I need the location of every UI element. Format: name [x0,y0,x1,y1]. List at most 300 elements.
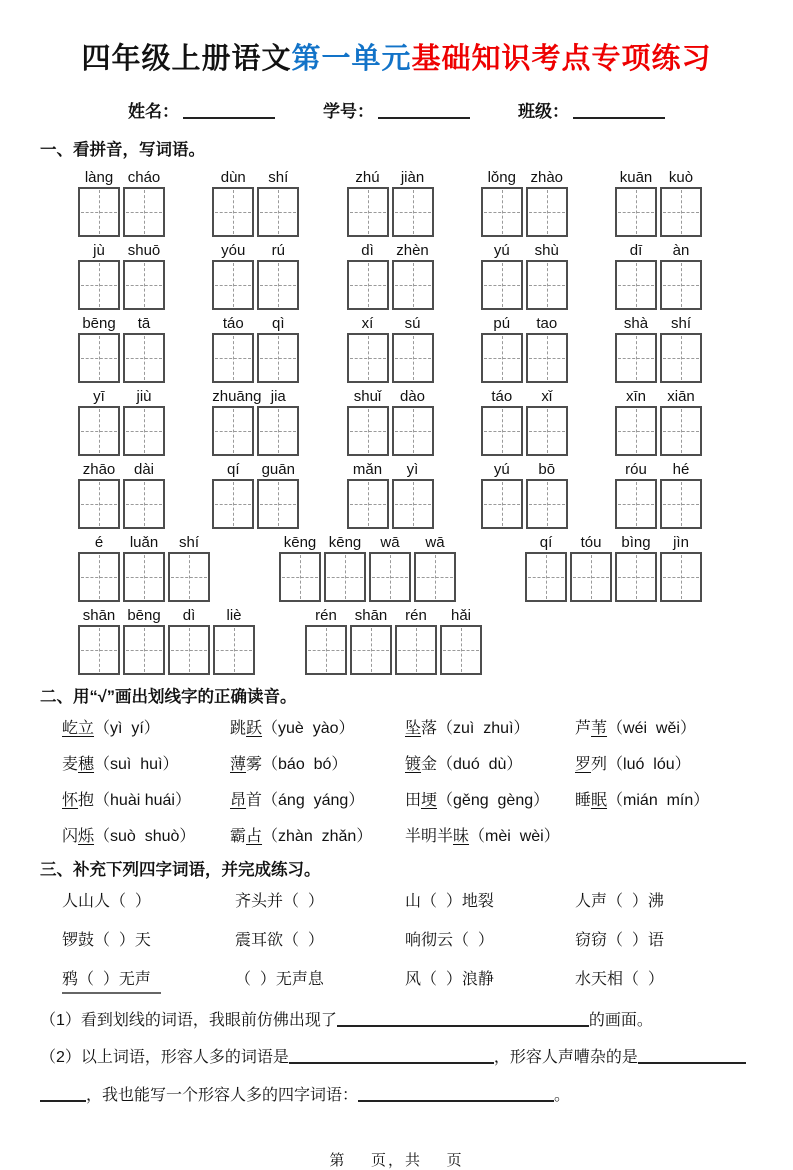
pinyin-box-cell [257,168,299,237]
pinyin-label: hé [672,461,690,478]
pinyin-box-cell [324,533,366,602]
underlined-char: 穗 [78,756,95,773]
pinyin-label: xīn [625,388,646,405]
pinyin-box-cell [212,314,254,383]
writing-grid-box [660,479,702,529]
pinyin-word-group [615,168,702,237]
underlined-char: 罗 [575,756,592,773]
title-part-unit: 第一单元 [291,43,412,75]
pinyin-label: dī [629,242,643,259]
pinyin-box-cell [615,241,657,310]
pinyin-label: qì [271,315,285,332]
pinyin-box-cell [347,460,389,529]
pronunciation-item [62,715,230,738]
pinyin-label: jù [93,242,105,259]
writing-grid-box [78,552,120,602]
writing-grid-box [347,479,389,529]
pinyin-box-cell [347,314,389,383]
pinyin-options: （suì huì） [94,756,179,773]
pinyin-box-cell [347,387,389,456]
pinyin-label: bēng [82,315,116,332]
pinyin-label: shuǐ [353,388,382,405]
pinyin-box-cell [78,314,120,383]
pronunciation-item [575,715,753,738]
pinyin-label: zhú [355,169,380,186]
writing-grid-box [123,552,165,602]
writing-grid-box [392,260,434,310]
pronunciation-item [230,715,405,738]
underlined-char: 烁 [78,828,95,845]
pinyin-options: （mián mín） [607,792,710,809]
pinyin-label: dì [182,607,196,624]
pinyin-label: xǐ [541,388,553,405]
name-blank [183,103,275,119]
pinyin-label: shà [623,315,649,332]
word-plain: 闪 [62,828,79,845]
writing-grid-box [615,552,657,602]
pinyin-box-cell [213,606,255,675]
pinyin-box-cell [440,606,482,675]
pinyin-label: shù [534,242,559,259]
pinyin-word-group [347,314,434,383]
writing-grid-box [347,260,389,310]
pinyin-label: kuān [619,169,653,186]
writing-grid-box [660,406,702,456]
pinyin-label: cháo [127,169,161,186]
writing-grid-box [123,406,165,456]
writing-grid-box [481,260,523,310]
pinyin-box-cell [660,168,702,237]
pinyin-label: kēng [283,534,317,551]
writing-grid-box [526,260,568,310]
pinyin-row [78,387,702,456]
word-plain: 列 [591,756,608,773]
pinyin-label: mǎn [352,461,383,478]
pinyin-label: zhāo [82,461,116,478]
idiom-item: 响彻云（ ） [405,932,494,949]
writing-grid-box [123,333,165,383]
pinyin-box-cell [615,314,657,383]
underlined-char: 埂 [421,792,438,809]
pinyin-box-cell [481,387,523,456]
pinyin-label: róu [625,461,647,478]
pinyin-label: luǎn [129,534,159,551]
writing-grid-box [78,187,120,237]
writing-grid-box [660,333,702,383]
pinyin-label: bìng [621,534,651,551]
pinyin-label: jia [270,388,286,405]
pinyin-word-group [481,314,568,383]
pinyin-box-cell [305,606,347,675]
pinyin-word-group [78,460,165,529]
word-plain: 金 [421,756,438,773]
pinyin-options: （gěng gèng） [437,792,550,809]
pinyin-word-group [78,606,255,675]
pinyin-box-cell [615,460,657,529]
pronunciation-item [230,751,405,774]
idiom-item: 人声（ ）沸 [575,893,664,910]
pinyin-label: sú [404,315,421,332]
pinyin-label: yì [406,461,419,478]
pinyin-box-cell [392,168,434,237]
pinyin-word-group [78,168,165,237]
pinyin-label: xí [361,315,374,332]
writing-grid-box [526,406,568,456]
writing-grid-box [257,406,299,456]
title-part-grade: 四年级上册语文 [81,43,292,75]
writing-grid-box [660,552,702,602]
section-three-heading: 三、补充下列四字词语，并完成练习。 [40,861,321,879]
pinyin-box-cell [526,387,568,456]
pinyin-label: dì [361,242,374,259]
question-2-continued-text: ，我也能写一个形容人多的四字词语： [86,1086,359,1104]
pinyin-label: qí [539,534,553,551]
pinyin-box-cell [212,241,254,310]
pinyin-word-group [347,460,434,529]
pinyin-word-group [481,460,568,529]
word-plain: 麦 [62,756,79,773]
fill-blank [40,1086,86,1102]
pinyin-box-cell [78,241,120,310]
class-label: 班级： [518,102,569,121]
pinyin-label: rú [271,242,285,259]
pinyin-label: shān [354,607,388,624]
idiom-item: （ ）无声息 [235,971,324,988]
word-plain: 霸 [230,828,247,845]
pinyin-word-group [212,168,299,237]
pronunciation-item [575,751,753,774]
pinyin-word-group [78,314,165,383]
writing-grid-box [78,406,120,456]
pinyin-label: dài [133,461,155,478]
underlined-char: 昂 [230,792,247,809]
idiom-item: 山（ ）地裂 [405,893,494,910]
pinyin-row [78,314,702,383]
pinyin-options: （huài huái） [94,792,191,809]
writing-grid-box [347,406,389,456]
writing-grid-box [212,260,254,310]
question-2-number: （2） [40,1049,81,1067]
pinyin-row [78,241,702,310]
pinyin-label: zhèn [396,242,429,259]
student-id-blank [378,103,470,119]
student-id-field [323,97,470,122]
pinyin-box-cell [525,533,567,602]
student-id-label: 学号： [323,102,374,121]
pinyin-box-cell [212,168,254,237]
writing-grid-box [347,187,389,237]
writing-grid-box [615,187,657,237]
writing-grid-box [123,479,165,529]
pinyin-options: （zhàn zhǎn） [262,828,373,845]
pinyin-box-cell [168,606,210,675]
writing-grid-box [615,406,657,456]
writing-grid-box [213,625,255,675]
pinyin-options: （yì yí） [94,720,160,737]
writing-grid-box [212,333,254,383]
pinyin-box-cell [526,314,568,383]
pinyin-label: zhào [530,169,564,186]
pinyin-box-cell [526,168,568,237]
question-2-continued [40,1083,753,1109]
pinyin-box-cell [481,314,523,383]
pinyin-row [78,168,702,237]
pinyin-options: （yuè yào） [262,720,355,737]
section-one-heading: 一、看拼音，写词语。 [40,141,205,159]
pinyin-word-group [78,387,165,456]
writing-grid-box [78,260,120,310]
pinyin-word-group [615,314,702,383]
pronunciation-item [62,751,230,774]
writing-grid-box [257,479,299,529]
pinyin-box-cell [481,460,523,529]
pinyin-word-group [78,241,165,310]
pinyin-label: tóu [580,534,602,551]
fill-blank [337,1011,589,1027]
idiom-item: 锣鼓（ ）天 [62,932,151,949]
pinyin-row [78,606,702,675]
question-2-mid-text: ，形容人声嘈杂的是 [493,1049,638,1067]
writing-grid-box [78,625,120,675]
writing-grid-box [347,333,389,383]
pinyin-label: jìn [673,534,689,551]
pinyin-box-cell [660,241,702,310]
writing-grid-box [392,479,434,529]
pinyin-box-cell [347,168,389,237]
pinyin-options: （mèi wèi） [469,828,560,845]
pinyin-label: tao [536,315,558,332]
underlined-char: 镀 [405,756,422,773]
pinyin-word-group [481,387,568,456]
pinyin-box-cell [414,533,456,602]
pinyin-box-cell [392,314,434,383]
word-plain: 雾 [246,756,263,773]
pinyin-word-group [212,387,299,456]
student-info-row [40,97,753,122]
word-plain: 芦 [575,720,592,737]
pronunciation-item [405,751,575,774]
pinyin-label: lǒng [487,169,516,186]
pronunciation-item [62,823,230,846]
writing-grid-box [481,333,523,383]
word-plain: 抱 [78,792,95,809]
pinyin-word-group [481,168,568,237]
question-1 [40,1008,753,1034]
writing-grid-box [212,406,254,456]
pinyin-options: （áng yáng） [262,792,365,809]
pinyin-label: jiàn [400,169,425,186]
pinyin-label: pú [493,315,511,332]
question-1-number: （1） [40,1012,81,1029]
fill-blank [638,1048,746,1064]
writing-grid-box [615,479,657,529]
section-two-heading: 二、用“√”画出划线字的正确读音。 [40,688,297,706]
underlined-char: 昧 [453,828,470,845]
writing-grid-box [615,260,657,310]
name-label: 姓名： [128,102,179,121]
pinyin-label: tā [137,315,151,332]
pinyin-label: yī [93,388,105,405]
pinyin-box-cell [123,241,165,310]
pinyin-box-cell [78,606,120,675]
pinyin-word-group [212,241,299,310]
pinyin-label: yú [493,242,510,259]
pinyin-row [78,460,702,529]
idiom-item: 窃窃（ ）语 [575,932,664,949]
writing-grid-box [481,479,523,529]
pinyin-word-group [615,241,702,310]
pinyin-options: （báo bó） [262,756,348,773]
class-field [518,97,665,122]
writing-grid-box [168,625,210,675]
pinyin-box-cell [257,314,299,383]
word-plain: 半明半 [405,828,454,845]
underlined-char: 怀 [62,792,79,809]
idiom-item: 震耳欲（ ） [235,932,324,949]
pinyin-box-cell [212,460,254,529]
writing-grid-box [481,406,523,456]
underlined-char: 跃 [246,720,263,737]
idiom-item: 风（ ）浪静 [405,971,494,988]
pinyin-label: qí [226,461,240,478]
pinyin-options: （duó dù） [437,756,523,773]
writing-grid-box [570,552,612,602]
pinyin-row [78,533,702,602]
pinyin-options: （zuì zhuì） [437,720,530,737]
pinyin-label: kuò [668,169,694,186]
pinyin-word-group [305,606,482,675]
writing-grid-box [414,552,456,602]
idiom-item: 鸦（ ）无声 [62,966,161,994]
word-plain: 田 [405,792,422,809]
pinyin-label: dào [399,388,426,405]
underlined-char: 眠 [591,792,608,809]
page-title [40,36,753,77]
writing-grid-box [279,552,321,602]
pinyin-box-cell [123,606,165,675]
writing-grid-box [369,552,411,602]
pinyin-word-group [525,533,702,602]
pinyin-label: yú [493,461,510,478]
pinyin-word-group [212,314,299,383]
pinyin-box-cell [392,387,434,456]
underlined-char: 屹立 [62,720,95,737]
writing-grid-box [350,625,392,675]
pinyin-box-cell [392,241,434,310]
idiom-section [62,888,753,994]
pinyin-box-cell [123,460,165,529]
pinyin-label: shí [178,534,199,551]
pinyin-box-cell [347,241,389,310]
writing-grid-box [257,260,299,310]
pinyin-label: xiān [667,388,695,405]
pinyin-box-cell [78,460,120,529]
writing-grid-box [525,552,567,602]
name-field [128,97,275,122]
pinyin-label: táo [491,388,513,405]
pinyin-word-group [615,460,702,529]
pinyin-options: （suò shuò） [94,828,196,845]
underlined-char: 苇 [591,720,608,737]
word-plain: 首 [246,792,263,809]
pinyin-box-cell [78,168,120,237]
pinyin-label: àn [672,242,690,259]
pinyin-box-cell [257,460,299,529]
pinyin-label: táo [222,315,244,332]
pinyin-label: é [94,534,104,551]
pinyin-box-cell [123,168,165,237]
pinyin-label: rén [405,607,427,624]
question-2-text: 以上词语，形容人多的词语是 [80,1049,289,1067]
pinyin-label: zhuāng [212,388,262,405]
pronunciation-item [405,823,575,846]
pinyin-box-cell [660,460,702,529]
pronunciation-item [405,715,575,738]
pinyin-label: hǎi [450,607,472,624]
pinyin-word-group [78,533,210,602]
writing-grid-box [123,260,165,310]
pinyin-label: rén [315,607,337,624]
writing-grid-box [324,552,366,602]
pinyin-box-cell [279,533,321,602]
idiom-item: 齐头并（ ） [235,893,324,910]
writing-grid-box [392,187,434,237]
writing-grid-box [481,187,523,237]
writing-grid-box [212,479,254,529]
pinyin-box-cell [392,460,434,529]
pinyin-box-cell [123,533,165,602]
writing-grid-box [660,260,702,310]
pinyin-box-cell [350,606,392,675]
pinyin-options: （wéi wěi） [607,720,696,737]
idiom-item: 水天相（ ） [575,971,664,988]
writing-grid-box [392,406,434,456]
pinyin-options: （luó lóu） [607,756,691,773]
pinyin-label: bēng [127,607,161,624]
pinyin-box-cell [257,387,299,456]
title-part-topic: 基础知识考点专项练习 [411,43,712,75]
writing-grid-box [168,552,210,602]
word-plain: 睡 [575,792,592,809]
idiom-item: 人山人（ ） [62,893,151,910]
pinyin-box-cell [212,387,262,456]
pinyin-label: shān [82,607,116,624]
pinyin-box-cell [615,387,657,456]
pinyin-word-group [481,241,568,310]
word-plain: 落 [421,720,438,737]
pronunciation-item [575,787,753,810]
writing-grid-box [526,333,568,383]
pinyin-label: bō [538,461,556,478]
pronunciation-item [405,787,575,810]
pinyin-box-cell [570,533,612,602]
underlined-char: 占 [246,828,263,845]
writing-grid-box [615,333,657,383]
pinyin-box-cell [123,387,165,456]
pinyin-word-group [347,241,434,310]
pinyin-box-cell [78,387,120,456]
writing-grid-box [305,625,347,675]
question-2 [40,1045,753,1071]
class-blank [573,103,665,119]
pinyin-word-group [212,460,299,529]
pinyin-word-group [347,168,434,237]
pinyin-label: shí [268,169,289,186]
page-footer: 第 页，共 页 [329,1152,464,1170]
pinyin-box-cell [660,533,702,602]
pinyin-label: dùn [220,169,246,186]
pinyin-label: shuō [127,242,161,259]
